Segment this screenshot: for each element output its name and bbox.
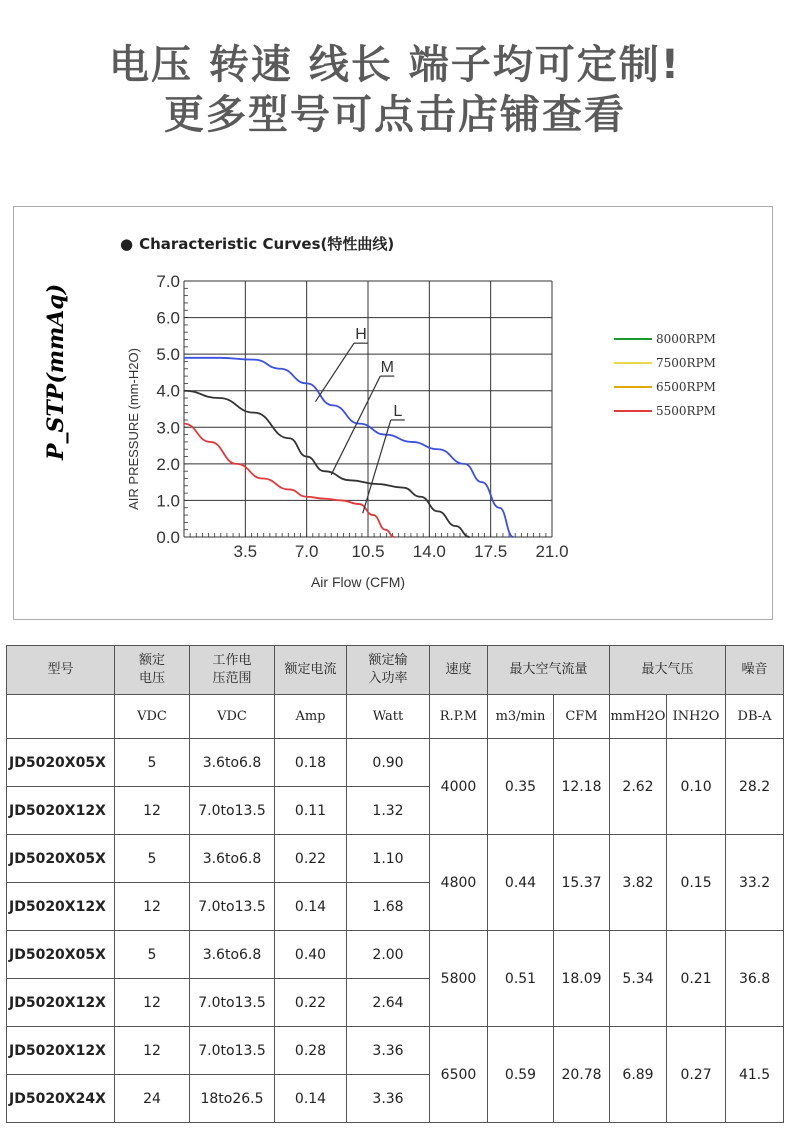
legend-label: 7500RPM — [656, 356, 716, 370]
range-cell: 7.0to13.5 — [190, 787, 275, 835]
chart-title: ● Characteristic Curves(特性曲线) — [120, 235, 395, 253]
unit-cell: CFM — [554, 695, 610, 739]
table-row — [7, 931, 784, 979]
power-cell: 1.68 — [347, 883, 430, 931]
range-cell: 7.0to13.5 — [190, 979, 275, 1027]
unit-cell: m3/min — [488, 695, 554, 739]
model-cell: JD5020X05X — [7, 835, 115, 883]
current-cell: 0.22 — [275, 979, 347, 1027]
x-axis-label: Air Flow (CFM) — [310, 574, 406, 590]
unit-cell: VDC — [190, 695, 275, 739]
mmh2o-cell: 3.82 — [610, 835, 667, 931]
series-line-l — [184, 424, 394, 537]
dba-cell: 28.2 — [726, 739, 784, 835]
y-axis-label: AIR PRESSURE (mm-H2O) — [126, 348, 141, 510]
unit-cell: mmH2O — [610, 695, 667, 739]
y-tick-label: 5.0 — [156, 345, 180, 365]
rpm-cell: 4800 — [430, 835, 488, 931]
spec-table — [6, 645, 784, 1123]
legend-item — [614, 327, 716, 351]
y-tick-label: 4.0 — [156, 381, 180, 401]
current-cell: 0.14 — [275, 1075, 347, 1123]
unit-cell: INH2O — [667, 695, 726, 739]
voltage-cell: 12 — [115, 883, 190, 931]
unit-cell: Watt — [347, 695, 430, 739]
x-tick-label: 17.5 — [474, 542, 508, 561]
cfm-cell: 12.18 — [554, 739, 610, 835]
cfm-cell: 20.78 — [554, 1027, 610, 1123]
chart-legend — [614, 327, 716, 423]
inh2o-cell: 0.27 — [667, 1027, 726, 1123]
legend-item — [614, 399, 716, 423]
x-tick-label: 21.0 — [535, 542, 569, 561]
unit-cell: Amp — [275, 695, 347, 739]
banner-line-1: 电压 转速 线长 端子均可定制! — [108, 42, 682, 88]
range-cell: 3.6to6.8 — [190, 835, 275, 883]
header-max-pressure: 最大气压 — [610, 646, 726, 695]
header-rated-current: 额定电流 — [275, 646, 347, 695]
legend-label: 6500RPM — [656, 380, 716, 394]
range-cell: 7.0to13.5 — [190, 883, 275, 931]
current-cell: 0.18 — [275, 739, 347, 787]
unit-cell — [7, 695, 115, 739]
y-tick-label: 1.0 — [156, 491, 180, 511]
table-row — [7, 835, 784, 883]
y-tick-label: 2.0 — [156, 454, 180, 474]
series-line-h — [184, 358, 513, 537]
legend-swatch — [614, 410, 652, 412]
model-cell: JD5020X24X — [7, 1075, 115, 1123]
model-cell: JD5020X12X — [7, 787, 115, 835]
power-cell: 1.32 — [347, 787, 430, 835]
voltage-cell: 12 — [115, 979, 190, 1027]
unit-cell: DB-A — [726, 695, 784, 739]
voltage-cell: 12 — [115, 1027, 190, 1075]
banner-line-2: 更多型号可点击店铺查看 — [164, 92, 626, 138]
x-tick-label: 7.0 — [294, 542, 319, 561]
rpm-cell: 6500 — [430, 1027, 488, 1123]
legend-item — [614, 351, 716, 375]
model-cell: JD5020X12X — [7, 883, 115, 931]
power-cell: 2.00 — [347, 931, 430, 979]
legend-swatch — [614, 362, 652, 364]
range-cell: 3.6to6.8 — [190, 931, 275, 979]
header-rated-power: 额定输 入功率 — [347, 646, 430, 695]
unit-cell: R.P.M — [430, 695, 488, 739]
annotation-label: M — [380, 359, 394, 377]
chart-title-text: Characteristic Curves(特性曲线) — [139, 235, 395, 253]
power-cell: 0.90 — [347, 739, 430, 787]
mmh2o-cell: 2.62 — [610, 739, 667, 835]
model-cell: JD5020X05X — [7, 739, 115, 787]
model-cell: JD5020X12X — [7, 979, 115, 1027]
legend-swatch — [614, 338, 652, 340]
inh2o-cell: 0.15 — [667, 835, 726, 931]
y-tick-label: 7.0 — [156, 272, 180, 291]
range-cell: 18to26.5 — [190, 1075, 275, 1123]
current-cell: 0.14 — [275, 883, 347, 931]
current-cell: 0.40 — [275, 931, 347, 979]
cfm-cell: 15.37 — [554, 835, 610, 931]
x-tick-label: 3.5 — [233, 542, 258, 561]
mmh2o-cell: 6.89 — [610, 1027, 667, 1123]
header-voltage-range: 工作电 压范围 — [190, 646, 275, 695]
legend-label: 5500RPM — [656, 404, 716, 418]
legend-item — [614, 375, 716, 399]
power-cell: 3.36 — [347, 1027, 430, 1075]
table-row — [7, 1027, 784, 1075]
voltage-cell: 5 — [115, 835, 190, 883]
header-rated-voltage: 额定 电压 — [115, 646, 190, 695]
range-cell: 7.0to13.5 — [190, 1027, 275, 1075]
annotation-leader — [363, 420, 391, 513]
y-tick-label: 0.0 — [156, 528, 180, 547]
inh2o-cell: 0.10 — [667, 739, 726, 835]
characteristic-chart — [13, 206, 773, 620]
range-cell: 3.6to6.8 — [190, 739, 275, 787]
cfm-cell: 18.09 — [554, 931, 610, 1027]
promo-banner — [0, 40, 790, 140]
annotation-leader — [315, 343, 354, 402]
m3min-cell: 0.59 — [488, 1027, 554, 1123]
table-row — [7, 739, 784, 787]
pressure-axis-label: P_STP(mmAq) — [43, 283, 69, 460]
y-tick-label: 6.0 — [156, 308, 180, 328]
current-cell: 0.11 — [275, 787, 347, 835]
m3min-cell: 0.44 — [488, 835, 554, 931]
annotation-label: H — [355, 326, 367, 344]
legend-label: 8000RPM — [656, 332, 716, 346]
header-speed: 速度 — [430, 646, 488, 695]
voltage-cell: 5 — [115, 739, 190, 787]
voltage-cell: 24 — [115, 1075, 190, 1123]
header-model: 型号 — [7, 646, 115, 695]
power-cell: 2.64 — [347, 979, 430, 1027]
dba-cell: 36.8 — [726, 931, 784, 1027]
header-max-airflow: 最大空气流量 — [488, 646, 610, 695]
rpm-cell: 4000 — [430, 739, 488, 835]
m3min-cell: 0.51 — [488, 931, 554, 1027]
header-row — [7, 646, 784, 695]
voltage-cell: 12 — [115, 787, 190, 835]
dba-cell: 41.5 — [726, 1027, 784, 1123]
legend-swatch — [614, 386, 652, 388]
x-tick-label: 14.0 — [412, 542, 446, 561]
units-row — [7, 695, 784, 739]
model-cell: JD5020X05X — [7, 931, 115, 979]
annotation-label: L — [393, 402, 403, 420]
power-cell: 3.36 — [347, 1075, 430, 1123]
model-cell: JD5020X12X — [7, 1027, 115, 1075]
dba-cell: 33.2 — [726, 835, 784, 931]
voltage-cell: 5 — [115, 931, 190, 979]
m3min-cell: 0.35 — [488, 739, 554, 835]
y-tick-label: 3.0 — [156, 418, 180, 438]
x-tick-label: 10.5 — [351, 542, 385, 561]
unit-cell: VDC — [115, 695, 190, 739]
header-noise: 噪音 — [726, 646, 784, 695]
power-cell: 1.10 — [347, 835, 430, 883]
rpm-cell: 5800 — [430, 931, 488, 1027]
current-cell: 0.28 — [275, 1027, 347, 1075]
inh2o-cell: 0.21 — [667, 931, 726, 1027]
mmh2o-cell: 5.34 — [610, 931, 667, 1027]
current-cell: 0.22 — [275, 835, 347, 883]
